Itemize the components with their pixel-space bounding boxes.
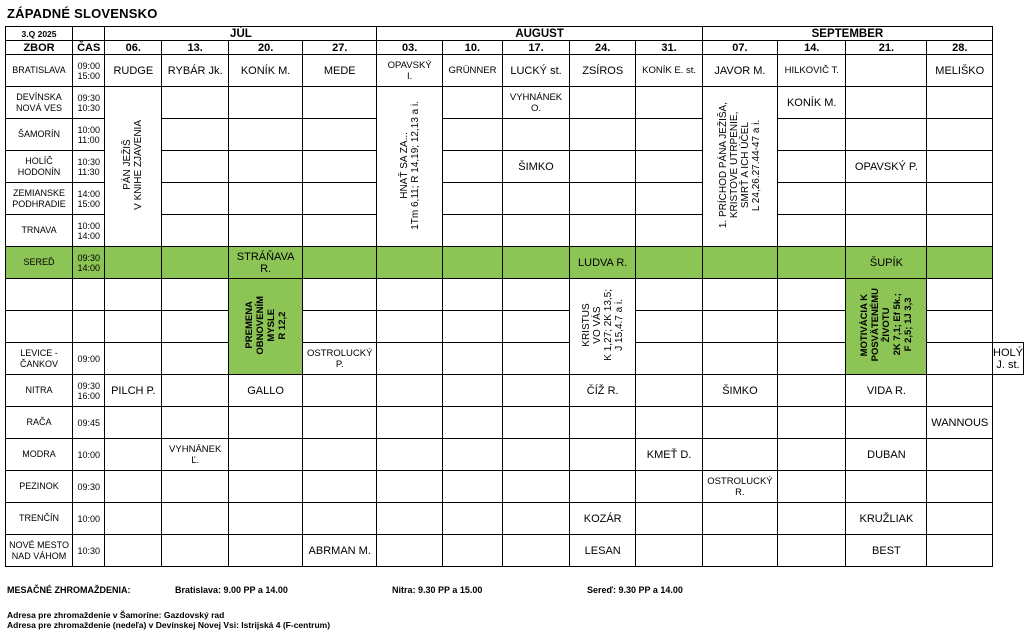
speaker-cell: [162, 471, 229, 503]
date-header: 27.: [303, 41, 377, 55]
month-september: SEPTEMBER: [702, 27, 992, 41]
speaker-cell: OPAVSKÝ P.: [846, 151, 927, 183]
speaker-cell: [636, 87, 702, 119]
speaker-cell: KONÍK E. st.: [636, 55, 702, 87]
speaker-cell: [377, 311, 442, 343]
speaker-cell: ŠIMKO: [702, 375, 777, 407]
speaker-cell: [377, 535, 442, 567]
speaker-cell: [927, 439, 993, 471]
meeting-time: [73, 279, 105, 311]
speaker-cell: ABRMAN M.: [303, 535, 377, 567]
speaker-cell: OPAVSKÝ I.: [377, 55, 442, 87]
speaker-cell: [442, 407, 502, 439]
speaker-cell: [377, 471, 442, 503]
date-header: 31.: [636, 41, 702, 55]
speaker-cell: [162, 247, 229, 279]
congregation-name: ŠAMORÍN: [6, 119, 73, 151]
speaker-cell: [303, 183, 377, 215]
date-header: 20.: [229, 41, 303, 55]
speaker-cell: [778, 151, 846, 183]
speaker-cell: [503, 535, 570, 567]
congregation-name: NITRA: [6, 375, 73, 407]
speaker-cell: [503, 407, 570, 439]
speaker-cell: [927, 151, 993, 183]
speaker-cell: [229, 87, 303, 119]
speaker-cell: [303, 87, 377, 119]
speaker-cell: [303, 279, 377, 311]
speaker-cell: HOLÝ J. st.: [993, 343, 1024, 375]
speaker-cell: [927, 343, 993, 375]
speaker-cell: [503, 439, 570, 471]
speaker-cell: [778, 215, 846, 247]
speaker-cell: [377, 375, 442, 407]
speaker-cell: [442, 151, 502, 183]
table-row: [6, 279, 1024, 311]
congregation-name: LEVICE - ČANKOV: [6, 343, 73, 375]
table-row: [6, 55, 1024, 87]
speaker-cell: [778, 503, 846, 535]
speaker-cell: [442, 535, 502, 567]
speaker-cell: [778, 471, 846, 503]
speaker-cell: STRÁŇAVA R.: [229, 247, 303, 279]
speaker-cell: WANNOUS: [927, 407, 993, 439]
speaker-cell: KONÍK M.: [229, 55, 303, 87]
speaker-cell: [303, 439, 377, 471]
speaker-cell: [778, 183, 846, 215]
meeting-time: 10:00 14:00: [73, 215, 105, 247]
monthly-bratislava: Bratislava: 9.00 PP a 14.00: [175, 585, 288, 595]
theme-aug24: KRISTUS VO VÁS K 1,27; 2K 13,5; J 15,4.7 a i.: [580, 289, 625, 361]
speaker-cell: [303, 407, 377, 439]
speaker-cell: VYHNÁNEK O.: [503, 87, 570, 119]
speaker-cell: [162, 87, 229, 119]
speaker-cell: [442, 279, 502, 311]
speaker-cell: [162, 311, 229, 343]
speaker-cell: [503, 343, 570, 375]
speaker-cell: [927, 503, 993, 535]
congregation-name: SEREĎ: [6, 247, 73, 279]
speaker-cell: [162, 535, 229, 567]
theme-sep07: 1. PRÍCHOD PÁNA JEŽIŠA, KRISTOVE UTRPENIE, SMRŤ A ICH ÚČEL L 24,26.27.44-47 a i.: [717, 101, 762, 229]
speaker-cell: [778, 535, 846, 567]
speaker-cell: [105, 247, 162, 279]
speaker-cell: [442, 215, 502, 247]
speaker-cell: [303, 311, 377, 343]
speaker-cell: [702, 439, 777, 471]
speaker-cell: [570, 471, 636, 503]
speaker-cell: [442, 119, 502, 151]
meeting-time: 10:00: [73, 503, 105, 535]
meeting-time: 09:00 15:00: [73, 55, 105, 87]
speaker-cell: [105, 343, 162, 375]
speaker-cell: [636, 503, 702, 535]
speaker-cell: [303, 247, 377, 279]
speaker-cell: ČÍŽ R.: [570, 375, 636, 407]
speaker-cell: [927, 311, 993, 343]
meeting-time: 10:30 11:30: [73, 151, 105, 183]
speaker-cell: [229, 439, 303, 471]
speaker-cell: [636, 183, 702, 215]
speaker-cell: [229, 503, 303, 535]
congregation-name: NOVÉ MESTO NAD VÁHOM: [6, 535, 73, 567]
speaker-cell: VYHNÁNEK Ľ.: [162, 439, 229, 471]
speaker-cell: [570, 215, 636, 247]
speaker-cell: VIDA R.: [846, 375, 927, 407]
speaker-cell: [503, 215, 570, 247]
table-row: [6, 87, 1024, 119]
congregation-name: HOLÍČ HODONÍN: [6, 151, 73, 183]
speaker-cell: KOZÁR: [570, 503, 636, 535]
month-jul: JÚL: [105, 27, 377, 41]
month-august: AUGUST: [377, 27, 702, 41]
meeting-time: 10:30: [73, 535, 105, 567]
congregation-name: [6, 279, 73, 311]
speaker-cell: [503, 311, 570, 343]
meeting-time: 09:45: [73, 407, 105, 439]
date-header: 21.: [846, 41, 927, 55]
speaker-cell: [442, 247, 502, 279]
congregation-name: RAČA: [6, 407, 73, 439]
speaker-cell: [303, 215, 377, 247]
date-header: 06.: [105, 41, 162, 55]
theme-sep21-cell: [846, 279, 927, 375]
date-header: 14.: [778, 41, 846, 55]
table-row: [6, 503, 1024, 535]
speaker-cell: ŠUPÍK: [846, 247, 927, 279]
speaker-cell: [162, 503, 229, 535]
speaker-cell: [442, 311, 502, 343]
table-row-highlighted: [6, 247, 1024, 279]
table-row: [6, 535, 1024, 567]
date-header: 07.: [702, 41, 777, 55]
speaker-cell: [702, 279, 777, 311]
date-header: 17.: [503, 41, 570, 55]
speaker-cell: PILCH P.: [105, 375, 162, 407]
meeting-time: 09:30: [73, 471, 105, 503]
speaker-cell: [377, 503, 442, 535]
date-row: [6, 41, 1024, 55]
speaker-cell: [162, 215, 229, 247]
speaker-cell: OSTROLUCKÝ R.: [702, 471, 777, 503]
speaker-cell: [105, 439, 162, 471]
speaker-cell: [377, 439, 442, 471]
speaker-cell: KMEŤ D.: [636, 439, 702, 471]
theme-jul20-cell: [229, 279, 303, 375]
congregation-name: MODRA: [6, 439, 73, 471]
speaker-cell: [162, 119, 229, 151]
speaker-cell: [377, 279, 442, 311]
congregation-name: PEZINOK: [6, 471, 73, 503]
speaker-cell: [778, 247, 846, 279]
speaker-cell: [503, 247, 570, 279]
meeting-time: 09:00: [73, 343, 105, 375]
speaker-cell: KONÍK M.: [778, 87, 846, 119]
table-row: [6, 407, 1024, 439]
speaker-cell: LUCKÝ st.: [503, 55, 570, 87]
speaker-cell: BEST: [846, 535, 927, 567]
cas-header: ČAS: [73, 41, 105, 55]
speaker-cell: [636, 311, 702, 343]
speaker-cell: [846, 215, 927, 247]
speaker-cell: [636, 119, 702, 151]
speaker-cell: MEDE: [303, 55, 377, 87]
speaker-cell: [778, 311, 846, 343]
speaker-cell: [702, 247, 777, 279]
speaker-cell: KRUŽLIAK: [846, 503, 927, 535]
speaker-cell: [229, 119, 303, 151]
speaker-cell: ŠIMKO: [503, 151, 570, 183]
page-title: ZÁPADNÉ SLOVENSKO: [7, 6, 158, 21]
zbor-header: ZBOR: [6, 41, 73, 55]
table-row: [6, 375, 1024, 407]
speaker-cell: [846, 471, 927, 503]
speaker-cell: [442, 471, 502, 503]
speaker-cell: ZSÍROS: [570, 55, 636, 87]
speaker-cell: [503, 119, 570, 151]
speaker-cell: [778, 279, 846, 311]
speaker-cell: [503, 503, 570, 535]
speaker-cell: [162, 375, 229, 407]
speaker-cell: [927, 247, 993, 279]
speaker-cell: [570, 439, 636, 471]
meeting-time: 09:30 10:30: [73, 87, 105, 119]
speaker-cell: [636, 151, 702, 183]
speaker-cell: [570, 87, 636, 119]
speaker-cell: OSTROLUCKÝ P.: [303, 343, 377, 375]
speaker-cell: [927, 119, 993, 151]
speaker-cell: [927, 471, 993, 503]
speaker-cell: [702, 311, 777, 343]
speaker-cell: [442, 343, 502, 375]
speaker-cell: MELIŠKO: [927, 55, 993, 87]
speaker-cell: GRÜNNER: [442, 55, 502, 87]
monthly-nitra: Nitra: 9.30 PP a 15.00: [392, 585, 483, 595]
speaker-cell: [442, 503, 502, 535]
speaker-cell: [105, 279, 162, 311]
meeting-time: 14:00 15:00: [73, 183, 105, 215]
date-header: 10.: [442, 41, 502, 55]
speaker-cell: [570, 151, 636, 183]
speaker-cell: [105, 535, 162, 567]
address-devinska: Adresa pre zhromaždenie (nedeľa) v Devínskej Novej Vsi: Istrijská 4 (F-centrum): [7, 620, 331, 630]
speaker-cell: RUDGE: [105, 55, 162, 87]
speaker-cell: [927, 215, 993, 247]
month-row: [6, 27, 1024, 41]
address-samorin: Adresa pre zhromaždenie v Šamoríne: Gazdovský rad: [7, 610, 225, 620]
speaker-cell: [105, 503, 162, 535]
theme-sep07-cell: [702, 87, 777, 247]
meeting-time: 09:30 14:00: [73, 247, 105, 279]
theme-aug24-cell: [570, 279, 636, 375]
speaker-cell: [442, 183, 502, 215]
speaker-cell: [846, 87, 927, 119]
speaker-cell: [927, 183, 993, 215]
speaker-cell: [927, 279, 993, 311]
congregation-name: TRENČÍN: [6, 503, 73, 535]
speaker-cell: [303, 471, 377, 503]
speaker-cell: DUBAN: [846, 439, 927, 471]
speaker-cell: [162, 407, 229, 439]
congregation-name: BRATISLAVA: [6, 55, 73, 87]
speaker-cell: [303, 151, 377, 183]
speaker-cell: [846, 183, 927, 215]
speaker-cell: [636, 375, 702, 407]
speaker-cell: LUDVA R.: [570, 247, 636, 279]
speaker-cell: [702, 535, 777, 567]
schedule-table: [5, 26, 1024, 567]
speaker-cell: [778, 375, 846, 407]
speaker-cell: [229, 407, 303, 439]
speaker-cell: LESAN: [570, 535, 636, 567]
speaker-cell: [570, 183, 636, 215]
speaker-cell: RYBÁR Jk.: [162, 55, 229, 87]
speaker-cell: [636, 535, 702, 567]
speaker-cell: [927, 87, 993, 119]
table-row: [6, 471, 1024, 503]
speaker-cell: [377, 247, 442, 279]
speaker-cell: [927, 535, 993, 567]
speaker-cell: [162, 279, 229, 311]
table-row: [6, 439, 1024, 471]
speaker-cell: [229, 215, 303, 247]
speaker-cell: [570, 119, 636, 151]
speaker-cell: [846, 55, 927, 87]
theme-aug03-cell: [377, 87, 442, 247]
speaker-cell: [636, 407, 702, 439]
speaker-cell: [162, 151, 229, 183]
speaker-cell: [377, 407, 442, 439]
speaker-cell: [778, 119, 846, 151]
speaker-cell: [229, 151, 303, 183]
theme-jul06-cell: [105, 87, 162, 247]
monthly-sered: Sereď: 9.30 PP a 14.00: [587, 585, 683, 595]
date-header: 13.: [162, 41, 229, 55]
speaker-cell: [105, 311, 162, 343]
theme-jul20: PREMENA OBNOVENÍM MYSLE R 12,2: [243, 295, 288, 355]
speaker-cell: [377, 343, 442, 375]
speaker-cell: [442, 375, 502, 407]
theme-aug03: HNAŤ SA ZA... 1Tm 6,11; R 14,19; 12,13 a i.: [398, 100, 421, 230]
speaker-cell: [162, 183, 229, 215]
congregation-name: DEVÍNSKA NOVÁ VES: [6, 87, 73, 119]
speaker-cell: [503, 279, 570, 311]
monthly-meetings-label: MESAČNÉ ZHROMAŽDENIA:: [7, 585, 131, 595]
speaker-cell: [846, 407, 927, 439]
speaker-cell: [778, 439, 846, 471]
speaker-cell: [303, 119, 377, 151]
speaker-cell: [636, 247, 702, 279]
speaker-cell: [105, 471, 162, 503]
meeting-time: 10:00 11:00: [73, 119, 105, 151]
speaker-cell: [162, 343, 229, 375]
speaker-cell: [702, 407, 777, 439]
speaker-cell: [636, 279, 702, 311]
speaker-cell: [503, 183, 570, 215]
speaker-cell: [303, 503, 377, 535]
speaker-cell: [778, 407, 846, 439]
speaker-cell: JAVOR M.: [702, 55, 777, 87]
speaker-cell: [702, 503, 777, 535]
speaker-cell: [442, 439, 502, 471]
speaker-cell: [846, 119, 927, 151]
meeting-time: [73, 311, 105, 343]
speaker-cell: [105, 407, 162, 439]
speaker-cell: [229, 535, 303, 567]
blank-cell: [73, 27, 105, 41]
speaker-cell: [442, 87, 502, 119]
congregation-name: TRNAVA: [6, 215, 73, 247]
quarter-label: 3.Q 2025: [6, 27, 73, 41]
speaker-cell: [636, 471, 702, 503]
date-header: 03.: [377, 41, 442, 55]
speaker-cell: [229, 183, 303, 215]
theme-jul06: PÁN JEŽIŠ V KNIHE ZJAVENIA: [122, 120, 145, 210]
meeting-time: 10:00: [73, 439, 105, 471]
speaker-cell: [778, 343, 846, 375]
congregation-name: ZEMIANSKE PODHRADIE: [6, 183, 73, 215]
speaker-cell: [503, 375, 570, 407]
speaker-cell: [927, 375, 993, 407]
speaker-cell: [636, 343, 702, 375]
theme-sep21: MOTIVÁCIA K POSVÄTENÉMU ŽIVOTU 2K 7,1; Ef 5k.; F 2,5; 1J 3,3: [858, 288, 914, 362]
date-header: 24.: [570, 41, 636, 55]
speaker-cell: [503, 471, 570, 503]
speaker-cell: GALLO: [229, 375, 303, 407]
speaker-cell: [303, 375, 377, 407]
speaker-cell: [229, 471, 303, 503]
speaker-cell: [702, 343, 777, 375]
date-header: 28.: [927, 41, 993, 55]
congregation-name: [6, 311, 73, 343]
meeting-time: 09:30 16:00: [73, 375, 105, 407]
speaker-cell: [570, 407, 636, 439]
speaker-cell: [636, 215, 702, 247]
speaker-cell: HILKOVIČ T.: [778, 55, 846, 87]
